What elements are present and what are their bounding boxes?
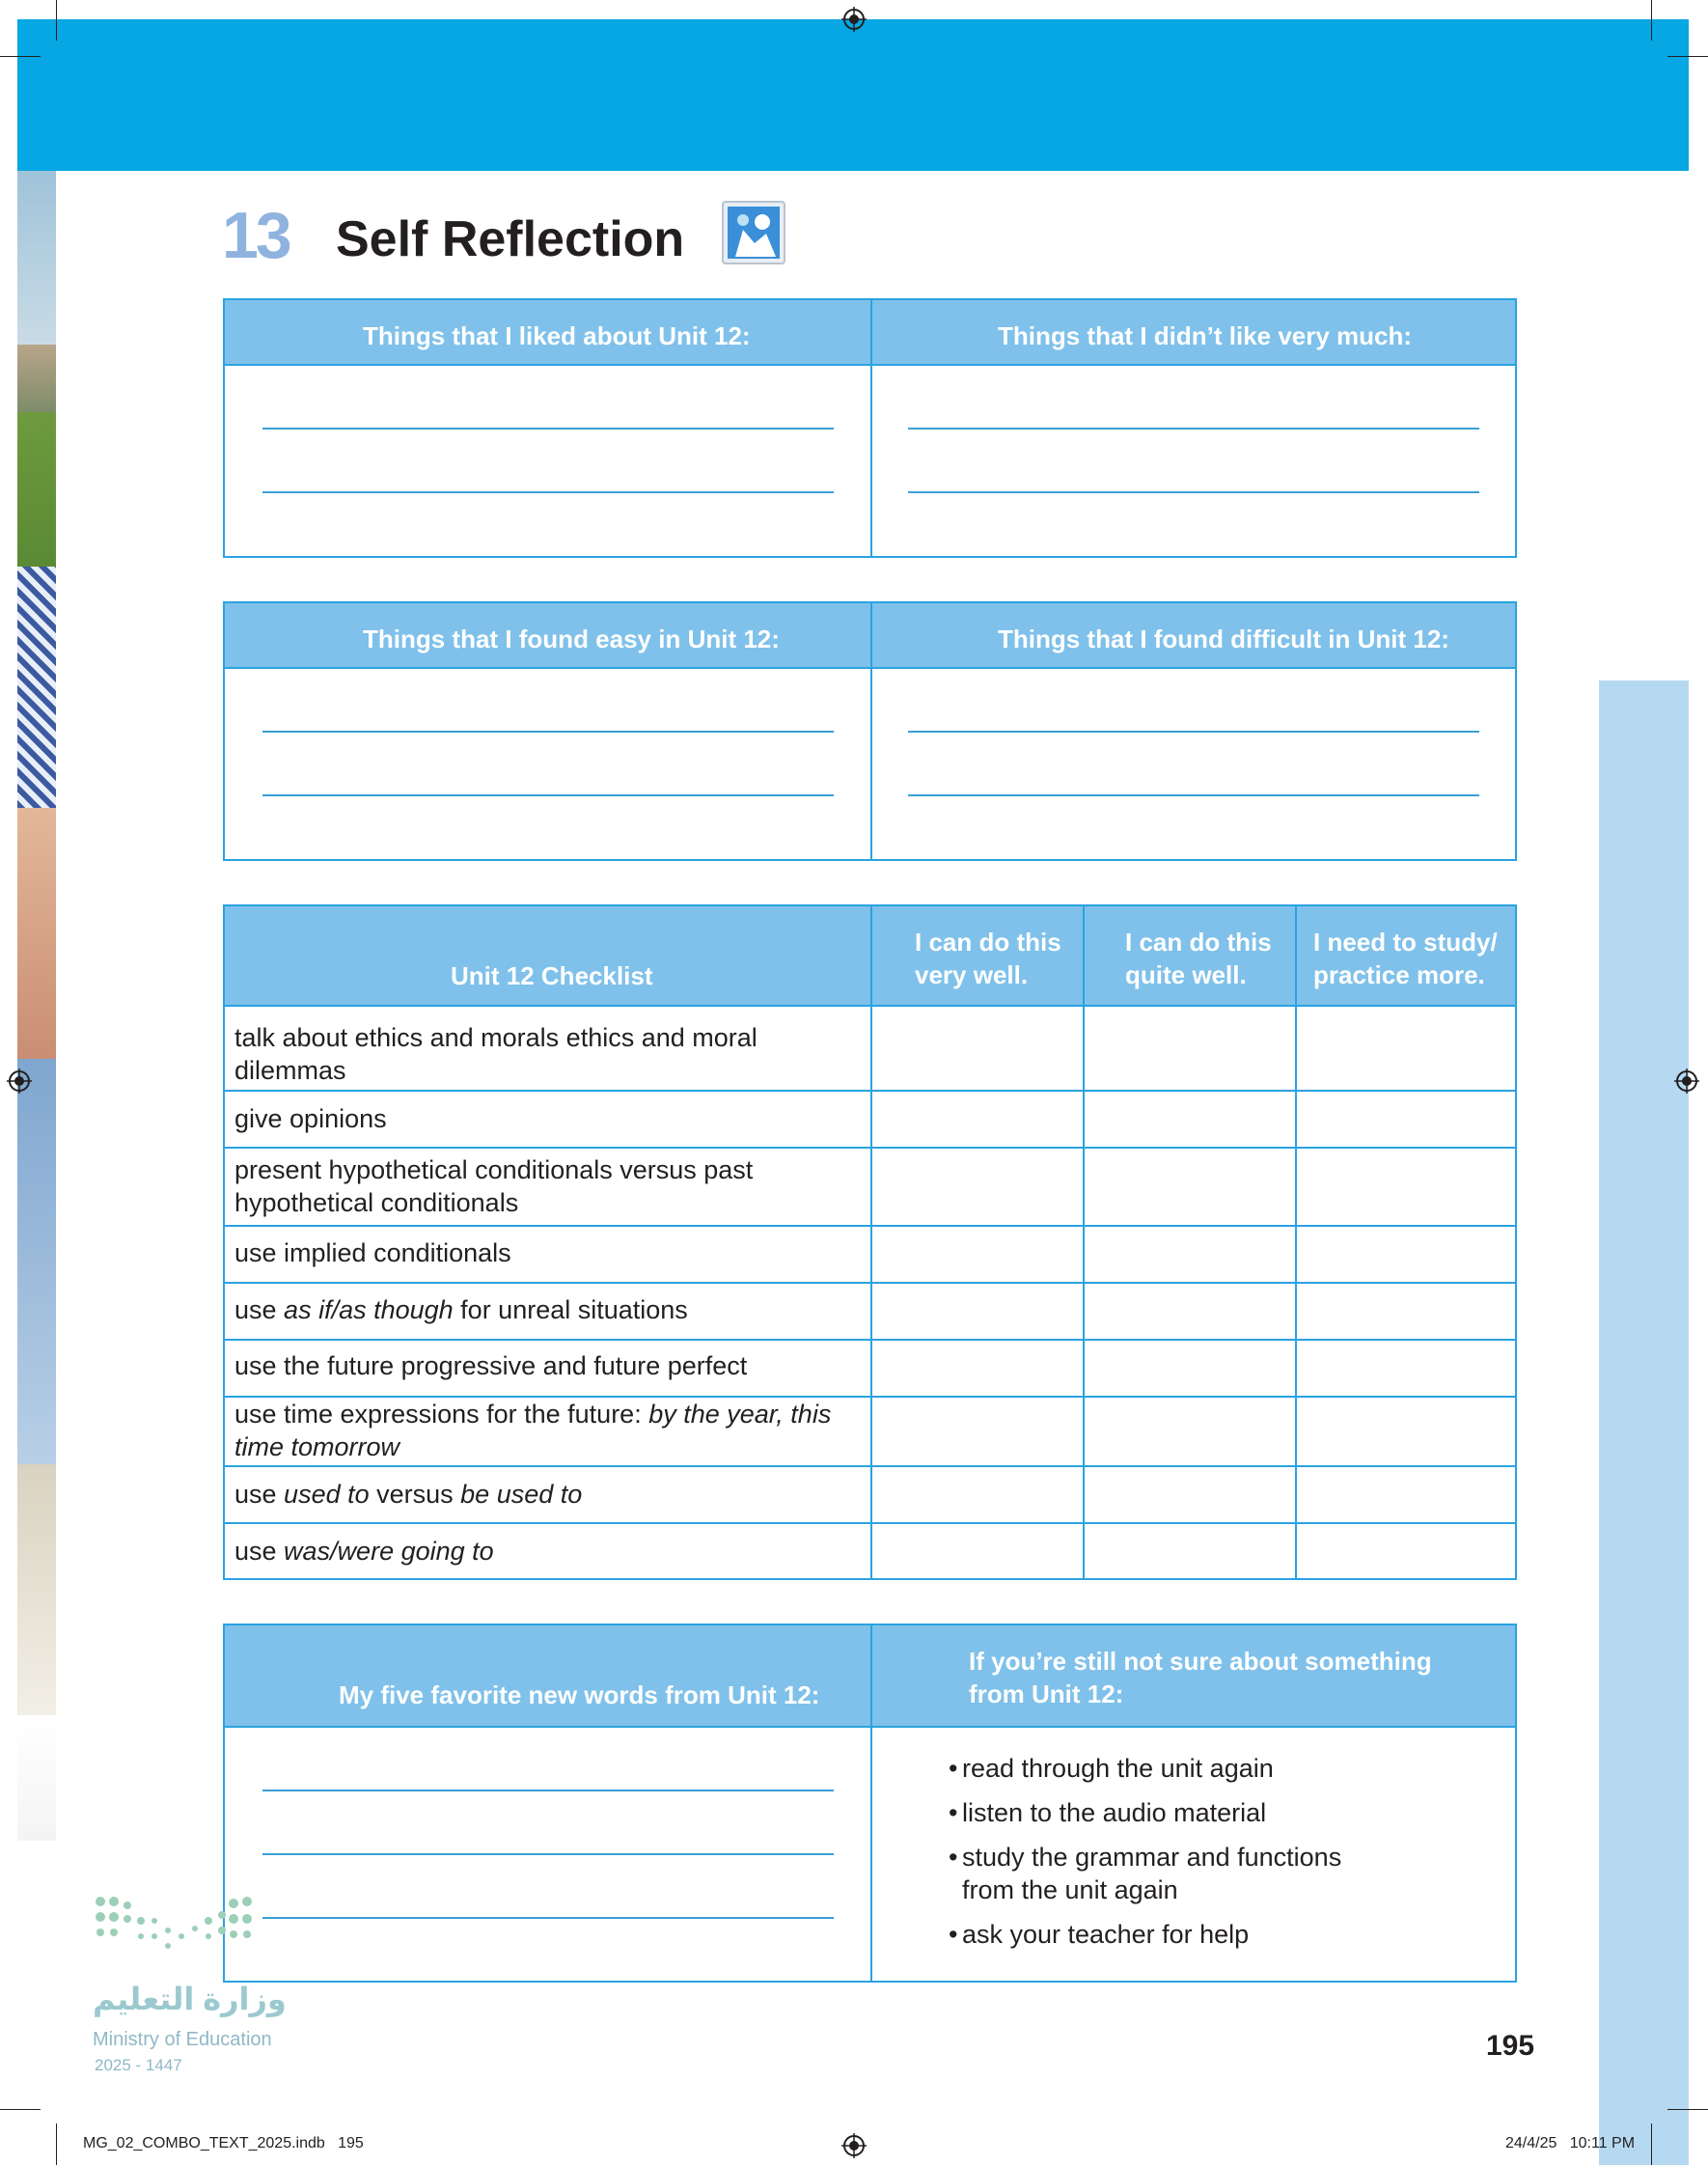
self-reflection-icon bbox=[722, 201, 785, 264]
tip-text: ask your teacher for help bbox=[962, 1920, 1250, 1949]
page-title: Self Reflection bbox=[336, 211, 685, 267]
easy-difficult-table bbox=[223, 601, 1517, 861]
crop-mark bbox=[1667, 2109, 1708, 2110]
writing-line[interactable] bbox=[908, 731, 1479, 733]
left-photo-strip bbox=[17, 171, 56, 1841]
crop-mark bbox=[1651, 2123, 1652, 2165]
row-divider bbox=[225, 1465, 1515, 1467]
checklist-row-label: use used to versus be used to bbox=[234, 1480, 583, 1509]
checklist-row-label: talk about ethics and morals ethics and moral dilemmas bbox=[234, 1023, 758, 1085]
checklist-row-label: give opinions bbox=[234, 1104, 387, 1133]
crop-mark bbox=[0, 56, 41, 57]
writing-line[interactable] bbox=[262, 491, 834, 493]
bullet-icon: • bbox=[949, 1920, 958, 1949]
column-divider bbox=[870, 300, 872, 556]
easy-header: Things that I found easy in Unit 12: bbox=[225, 603, 870, 667]
registration-mark-icon bbox=[7, 1069, 32, 1094]
liked-header: Things that I liked about Unit 12: bbox=[225, 300, 870, 364]
writing-line[interactable] bbox=[908, 794, 1479, 796]
difficult-header: Things that I found difficult in Unit 12: bbox=[872, 603, 1515, 667]
ministry-name-arabic: وزارة التعليم bbox=[93, 1982, 287, 2016]
row-divider bbox=[225, 1522, 1515, 1524]
column-divider bbox=[870, 603, 872, 859]
writing-line[interactable] bbox=[262, 428, 834, 430]
page-number: 195 bbox=[1486, 2030, 1535, 2062]
disliked-header: Things that I didn’t like very much: bbox=[872, 300, 1515, 364]
checklist-row-label: use the future progressive and future perfect bbox=[234, 1351, 748, 1380]
liked-table bbox=[223, 298, 1517, 558]
checklist-row-label: present hypothetical conditionals versus past hypothetical conditionals bbox=[234, 1155, 754, 1217]
bullet-icon: • bbox=[949, 1754, 958, 1783]
column-study-more: I need to study/ practice more. bbox=[1297, 906, 1515, 1005]
column-divider bbox=[870, 1625, 872, 1981]
footer-file-info: MG_02_COMBO_TEXT_2025.indb 195 bbox=[83, 2135, 364, 2151]
tip-text: study the grammar and functions from the unit again bbox=[962, 1843, 1342, 1904]
bullet-icon: • bbox=[949, 1843, 958, 1872]
ministry-name-english: Ministry of Education bbox=[93, 2029, 272, 2050]
tip-item bbox=[949, 1796, 1445, 1829]
checklist-row-label: use time expressions for the future: by the year, this time tomorrow bbox=[234, 1400, 832, 1461]
column-divider bbox=[870, 906, 872, 1578]
crop-mark bbox=[1667, 56, 1708, 57]
writing-line[interactable] bbox=[908, 491, 1479, 493]
unit-checklist-table bbox=[223, 904, 1517, 1580]
bullet-icon: • bbox=[949, 1798, 958, 1827]
crop-mark bbox=[0, 2109, 41, 2110]
checklist-title: Unit 12 Checklist bbox=[225, 906, 870, 1005]
writing-line[interactable] bbox=[262, 1853, 834, 1855]
registration-mark-icon bbox=[841, 7, 867, 32]
row-divider bbox=[225, 1090, 1515, 1092]
writing-line[interactable] bbox=[908, 428, 1479, 430]
writing-line[interactable] bbox=[262, 1917, 834, 1919]
ministry-year: 2025 - 1447 bbox=[95, 2056, 182, 2074]
column-divider bbox=[1295, 906, 1297, 1578]
checklist-row-label: use was/were going to bbox=[234, 1537, 494, 1566]
column-divider bbox=[1083, 906, 1085, 1578]
footer-timestamp: 24/4/25 10:11 PM bbox=[1505, 2135, 1636, 2151]
tip-text: read through the unit again bbox=[962, 1754, 1274, 1783]
crop-mark bbox=[56, 2123, 57, 2165]
unit-number: 13 bbox=[222, 199, 289, 272]
column-quite-well: I can do this quite well. bbox=[1085, 906, 1295, 1005]
tip-item bbox=[949, 1841, 1377, 1906]
right-side-tab bbox=[1599, 680, 1689, 2165]
writing-line[interactable] bbox=[262, 794, 834, 796]
not-sure-header: If you’re still not sure about something from Unit 12: bbox=[872, 1625, 1515, 1726]
favorite-words-header: My five favorite new words from Unit 12: bbox=[225, 1625, 870, 1726]
registration-mark-icon bbox=[1674, 1069, 1699, 1094]
crop-mark bbox=[56, 0, 57, 41]
tip-text: listen to the audio material bbox=[962, 1798, 1267, 1827]
row-divider bbox=[225, 1147, 1515, 1149]
writing-line[interactable] bbox=[262, 1790, 834, 1791]
registration-mark-icon bbox=[841, 2133, 867, 2158]
checklist-row-label: use as if/as though for unreal situations bbox=[234, 1295, 688, 1324]
row-divider bbox=[225, 1005, 1515, 1007]
tip-item bbox=[949, 1918, 1445, 1951]
crop-mark bbox=[1651, 0, 1652, 41]
words-tips-table bbox=[223, 1624, 1517, 1983]
row-divider bbox=[225, 1225, 1515, 1227]
row-divider bbox=[225, 1282, 1515, 1284]
top-color-band bbox=[17, 19, 1689, 171]
tip-item bbox=[949, 1752, 1445, 1785]
checklist-row-label: use implied conditionals bbox=[234, 1238, 511, 1267]
row-divider bbox=[225, 1339, 1515, 1341]
writing-line[interactable] bbox=[262, 731, 834, 733]
column-very-well: I can do this very well. bbox=[872, 906, 1083, 1005]
